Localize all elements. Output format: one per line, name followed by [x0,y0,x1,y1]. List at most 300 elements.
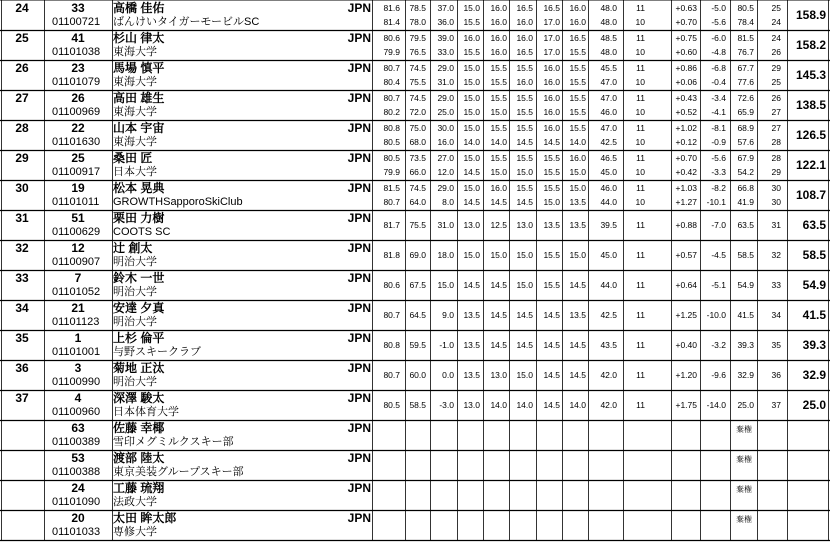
round1-value: 67.9 [737,153,754,163]
round2-value: 14.5 [463,197,480,207]
nation-code: JPN [347,511,371,525]
round1-value: 15.0 [569,183,586,193]
round1-value: -4.5 [711,250,726,260]
athlete-name: 安達 夕真 [113,301,165,315]
nation-code: JPN [347,481,371,495]
round1-value: 27 [771,123,781,133]
athlete-code: 01100960 [52,406,101,418]
round1-value: 14.5 [569,370,586,380]
round1-value: 11 [636,153,645,163]
round2-value: +0.52 [675,107,697,117]
round1-value: 25 [771,3,781,13]
club-name: 東海大学 [113,136,157,148]
round1-value: +0.40 [675,340,697,350]
round2-value: 14.5 [543,137,560,147]
round1-value: 11 [636,183,645,193]
bib-cell: 51 [71,211,85,225]
athlete-code: 01100629 [52,226,101,238]
round1-value: 16.0 [543,63,560,73]
round1-value: 16.0 [543,123,560,133]
round1-value: 13.5 [569,220,586,230]
round1-value: 15.5 [490,153,507,163]
round1-value: 16.0 [569,153,586,163]
bib-cell: 53 [71,451,85,465]
round2-value: 15.0 [569,167,586,177]
round1-value: 15.5 [516,153,533,163]
athlete-name: 山本 宇宙 [113,121,165,135]
round2-value: 16.0 [437,137,454,147]
round2-value: 57.6 [737,137,754,147]
round2-value: 14.5 [516,197,533,207]
nation-code: JPN [347,361,371,375]
round2-value: -3.3 [711,167,726,177]
club-name: 東海大学 [113,106,157,118]
athlete-name: 鈴木 一世 [113,271,165,285]
round1-value: 16.0 [490,183,507,193]
bib-cell: 12 [71,241,85,255]
athlete-name: 佐藤 幸椰 [113,421,165,435]
club-name: 明治大学 [113,286,157,298]
athlete-code: 01101630 [52,136,101,148]
round1-value: 15.5 [569,63,586,73]
round2-value: 10 [635,77,645,87]
round1-value: 35 [771,340,781,350]
round1-value: 81.5 [737,33,754,43]
round2-value: 77.6 [737,77,754,87]
round1-value: 14.5 [569,280,586,290]
status-note: 棄権 [736,515,752,524]
round2-value: 16.0 [543,77,560,87]
round1-value: 75.5 [409,220,426,230]
round1-value: 34 [771,310,781,320]
round1-value: 17.0 [543,33,560,43]
nation-code: JPN [347,451,371,465]
round1-value: 16.0 [516,33,533,43]
round2-value: -4.8 [711,47,726,57]
rank-cell: 24 [15,1,29,15]
rank-cell: 28 [15,121,29,135]
round1-value: 80.6 [383,280,400,290]
round2-value: 79.9 [383,47,400,57]
rank-cell: 31 [15,211,29,225]
bib-cell: 1 [74,331,82,345]
round1-value: 29 [771,63,781,73]
round1-value: 43.5 [600,340,617,350]
round2-value: 48.0 [600,47,617,57]
bib-cell: 23 [71,61,85,75]
round1-value: 66.8 [737,183,754,193]
total-points: 145.3 [795,68,826,82]
bib-cell: 20 [71,511,85,525]
round2-value: 80.4 [383,77,400,87]
athlete-code: 01101123 [52,316,100,328]
status-note: 棄権 [736,485,752,494]
rank-cell: 29 [15,151,29,165]
round1-value: 15.5 [516,123,533,133]
nation-code: JPN [347,121,371,135]
round1-value: +1.75 [675,400,697,410]
round1-value: 14.5 [543,400,560,410]
round1-value: 42.5 [600,310,617,320]
round1-value: 54.9 [737,280,754,290]
round1-value: -14.0 [706,400,726,410]
round1-value: 15.0 [569,250,586,260]
round1-value: 11 [636,340,645,350]
round2-value: 81.4 [383,17,400,27]
round1-value: 14.0 [569,400,586,410]
athlete-name: 松本 晃典 [113,181,165,195]
round1-value: 11 [636,370,645,380]
round2-value: 76.5 [409,47,426,57]
round2-value: 10 [635,107,645,117]
round1-value: +0.63 [675,3,697,13]
round2-value: 16.0 [490,47,507,57]
bib-cell: 24 [71,481,85,495]
athlete-code: 01101038 [52,46,101,58]
athlete-name: 桑田 匠 [113,151,153,165]
round2-value: 15.0 [516,167,533,177]
round1-value: 31 [771,220,781,230]
round1-value: 16.0 [463,33,480,43]
bib-cell: 19 [71,181,85,195]
round1-value: 13.5 [463,340,480,350]
round1-value: 13.5 [463,370,480,380]
club-name: ばんけいタイガーモービルSC [113,16,260,28]
round1-value: 18.0 [437,250,454,260]
round1-value: 15.5 [516,63,533,73]
round2-value: 10 [635,17,645,27]
round1-value: 81.7 [383,220,400,230]
round1-value: 29.0 [437,93,454,103]
round1-value: -7.0 [711,220,726,230]
round2-value: 10 [635,197,645,207]
round1-value: 16.5 [543,3,560,13]
round2-value: 41.9 [737,197,754,207]
round2-value: 72.0 [409,107,426,117]
round1-value: 37 [771,400,781,410]
athlete-name: 渡部 陸太 [113,451,165,465]
round1-value: 13.0 [463,220,480,230]
round1-value: 33 [771,280,781,290]
round2-value: 48.0 [600,17,617,27]
round2-value: 64.0 [409,197,426,207]
round2-value: 15.0 [543,197,560,207]
round1-value: 80.8 [383,340,400,350]
round2-value: 14.0 [490,137,507,147]
round1-value: +1.03 [675,183,697,193]
round2-value: -0.9 [711,137,726,147]
round1-value: -8.2 [711,183,726,193]
round1-value: 15.5 [569,93,586,103]
bib-cell: 26 [71,91,85,105]
nation-code: JPN [347,31,371,45]
rank-cell: 37 [15,391,29,405]
round2-value: 45.0 [600,167,617,177]
round2-value: 12.0 [437,167,454,177]
athlete-code: 01101079 [52,76,101,88]
rank-cell: 32 [15,241,29,255]
round1-value: 15.5 [516,93,533,103]
round2-value: +0.70 [675,17,697,27]
round2-value: 16.5 [516,47,533,57]
round1-value: +0.64 [675,280,697,290]
round2-value: 15.5 [569,107,586,117]
round1-value: 14.5 [516,310,533,320]
round2-value: 15.5 [490,77,507,87]
round1-value: -3.0 [439,400,454,410]
club-name: 雪印メグミルクスキー部 [113,436,234,448]
round2-value: 16.0 [569,17,586,27]
round1-value: 16.0 [543,93,560,103]
round1-value: -10.0 [706,310,726,320]
club-name: 東京美装グループスキー部 [113,466,244,478]
athlete-name: 馬場 慎平 [113,61,165,75]
round1-value: 11 [636,250,645,260]
round2-value: 33.0 [437,47,454,57]
bib-cell: 3 [74,361,82,375]
round2-value: 30 [771,197,781,207]
round1-value: 15.5 [543,183,560,193]
athlete-code: 01100721 [52,16,101,28]
athlete-name: 高橋 佳佑 [113,1,165,15]
round1-value: 14.5 [543,340,560,350]
round1-value: 47.0 [600,93,617,103]
round1-value: 15.5 [543,280,560,290]
round1-value: 30.0 [437,123,454,133]
club-name: 明治大学 [113,376,157,388]
round1-value: -5.1 [711,280,726,290]
round2-value: 15.0 [463,107,480,117]
round1-value: 15.5 [543,153,560,163]
round2-value: 8.0 [442,197,454,207]
round2-value: 16.0 [543,107,560,117]
round1-value: 29.0 [437,183,454,193]
round2-value: 15.0 [463,77,480,87]
round1-value: 29.0 [437,63,454,73]
round1-value: 16.5 [516,3,533,13]
round1-value: 14.5 [490,340,507,350]
nation-code: JPN [347,421,371,435]
athlete-name: 杉山 律太 [113,31,165,45]
round2-value: 15.5 [516,107,533,117]
total-points: 32.9 [802,368,826,382]
round1-value: -6.8 [711,63,726,73]
round1-value: 80.5 [383,153,400,163]
round1-value: +0.43 [675,93,697,103]
round2-value: 79.9 [383,167,400,177]
round1-value: 79.5 [409,33,426,43]
round2-value: 10 [635,167,645,177]
nation-code: JPN [347,1,371,15]
round1-value: 16.5 [569,33,586,43]
round1-value: 44.0 [600,280,617,290]
round1-value: 42.0 [600,400,617,410]
athlete-name: 高田 雄生 [113,91,165,105]
round1-value: 15.5 [490,63,507,73]
round2-value: +0.42 [675,167,697,177]
round1-value: 11 [636,93,645,103]
round1-value: 80.7 [383,310,400,320]
club-name: 明治大学 [113,316,157,328]
bib-cell: 25 [71,151,85,165]
round1-value: 32 [771,250,781,260]
nation-code: JPN [347,61,371,75]
round1-value: 15.0 [490,250,507,260]
round2-value: 15.5 [569,47,586,57]
round1-value: 68.9 [737,123,754,133]
round2-value: -5.6 [711,17,726,27]
round1-value: 81.8 [383,250,400,260]
round1-value: 15.5 [543,250,560,260]
round2-value: 16.0 [516,77,533,87]
round1-value: 16.0 [569,3,586,13]
round1-value: 80.5 [737,3,754,13]
total-points: 108.7 [795,188,826,202]
athlete-code: 01100388 [52,466,101,478]
total-points: 25.0 [802,398,826,412]
round2-value: +0.60 [675,47,697,57]
athlete-name: 上杉 倫平 [113,331,165,345]
round2-value: 10 [635,137,645,147]
round1-value: +1.02 [675,123,697,133]
bib-cell: 63 [71,421,85,435]
total-points: 158.9 [795,8,826,22]
athlete-code: 01101090 [52,496,101,508]
round1-value: +0.86 [675,63,697,73]
round1-value: 14.5 [516,340,533,350]
round1-value: 14.5 [569,340,586,350]
round1-value: 26 [771,93,781,103]
round2-value: 42.5 [600,137,617,147]
round1-value: 72.6 [737,93,754,103]
round1-value: 15.0 [437,280,454,290]
round1-value: 24 [771,33,781,43]
round2-value: 80.2 [383,107,400,117]
nation-code: JPN [347,271,371,285]
total-points: 158.2 [795,38,826,52]
club-name: 日本体育大学 [113,406,179,418]
round2-value: -0.4 [711,77,726,87]
round2-value: 80.5 [383,137,400,147]
athlete-code: 01101052 [52,286,101,298]
round1-value: 25.0 [737,400,754,410]
club-name: 専修大学 [113,526,157,538]
total-points: 122.1 [795,158,826,172]
club-name: 法政大学 [113,496,157,508]
round1-value: 11 [636,400,645,410]
athlete-name: 工藤 琉翔 [113,481,165,495]
round1-value: 15.0 [463,63,480,73]
round1-value: 64.5 [409,310,426,320]
rank-cell: 33 [15,271,29,285]
round1-value: 81.6 [383,3,400,13]
round2-value: 75.5 [409,77,426,87]
round1-value: -1.0 [439,340,454,350]
rank-cell: 25 [15,31,29,45]
bib-cell: 41 [71,31,85,45]
round1-value: 15.0 [516,250,533,260]
round1-value: 67.5 [409,280,426,290]
club-name: 日本大学 [113,166,157,178]
round2-value: -4.1 [711,107,726,117]
round1-value: 13.5 [463,310,480,320]
round1-value: 15.0 [463,3,480,13]
round1-value: 15.0 [463,183,480,193]
round2-value: 16.0 [490,17,507,27]
round2-value: 13.5 [569,197,586,207]
round1-value: 81.5 [383,183,400,193]
round1-value: 14.5 [463,280,480,290]
rank-cell: 30 [15,181,29,195]
round1-value: 0.0 [442,370,454,380]
athlete-code: 01100389 [52,436,101,448]
athlete-name: 太田 眸太郎 [113,511,177,525]
round1-value: 45.5 [600,63,617,73]
round1-value: 15.5 [569,123,586,133]
round1-value: 14.5 [490,310,507,320]
nation-code: JPN [347,301,371,315]
total-points: 54.9 [802,278,826,292]
round2-value: 68.0 [409,137,426,147]
round1-value: 11 [636,63,645,73]
round1-value: 47.0 [600,123,617,133]
round1-value: 15.0 [516,370,533,380]
athlete-name: 栗田 力樹 [113,211,165,225]
rank-cell: 27 [15,91,29,105]
round1-value: 73.5 [409,153,426,163]
total-points: 138.5 [795,98,826,112]
round1-value: 74.5 [409,93,426,103]
round1-value: -6.0 [711,33,726,43]
round2-value: 15.0 [490,107,507,117]
round1-value: 11 [636,123,645,133]
round1-value: 78.5 [409,3,426,13]
round1-value: 9.0 [442,310,454,320]
status-note: 棄権 [736,455,752,464]
round1-value: 45.0 [600,250,617,260]
round1-value: +1.25 [675,310,697,320]
total-points: 39.3 [802,338,826,352]
round1-value: 15.0 [463,93,480,103]
round1-value: 15.5 [490,93,507,103]
round1-value: 16.0 [490,3,507,13]
round2-value: 80.7 [383,197,400,207]
round1-value: 11 [636,220,645,230]
round2-value: 15.5 [463,17,480,27]
round2-value: 26 [771,47,781,57]
bib-cell: 21 [71,301,85,315]
total-points: 41.5 [802,308,826,322]
round1-value: 48.0 [600,3,617,13]
round2-value: 16.0 [516,17,533,27]
round1-value: 11 [636,3,645,13]
total-points: 126.5 [795,128,826,142]
round1-value: 80.7 [383,370,400,380]
round1-value: 11 [636,310,645,320]
club-name: 与野スキークラブ [113,346,201,358]
round1-value: 15.5 [516,183,533,193]
round2-value: 47.0 [600,77,617,87]
round2-value: 66.0 [409,167,426,177]
round1-value: 80.7 [383,63,400,73]
round2-value: 31.0 [437,77,454,87]
round2-value: 14.5 [516,137,533,147]
round1-value: 12.5 [490,220,507,230]
nation-code: JPN [347,241,371,255]
round1-value: 39.0 [437,33,454,43]
total-points: 58.5 [802,248,826,262]
athlete-code: 01101001 [52,346,101,358]
